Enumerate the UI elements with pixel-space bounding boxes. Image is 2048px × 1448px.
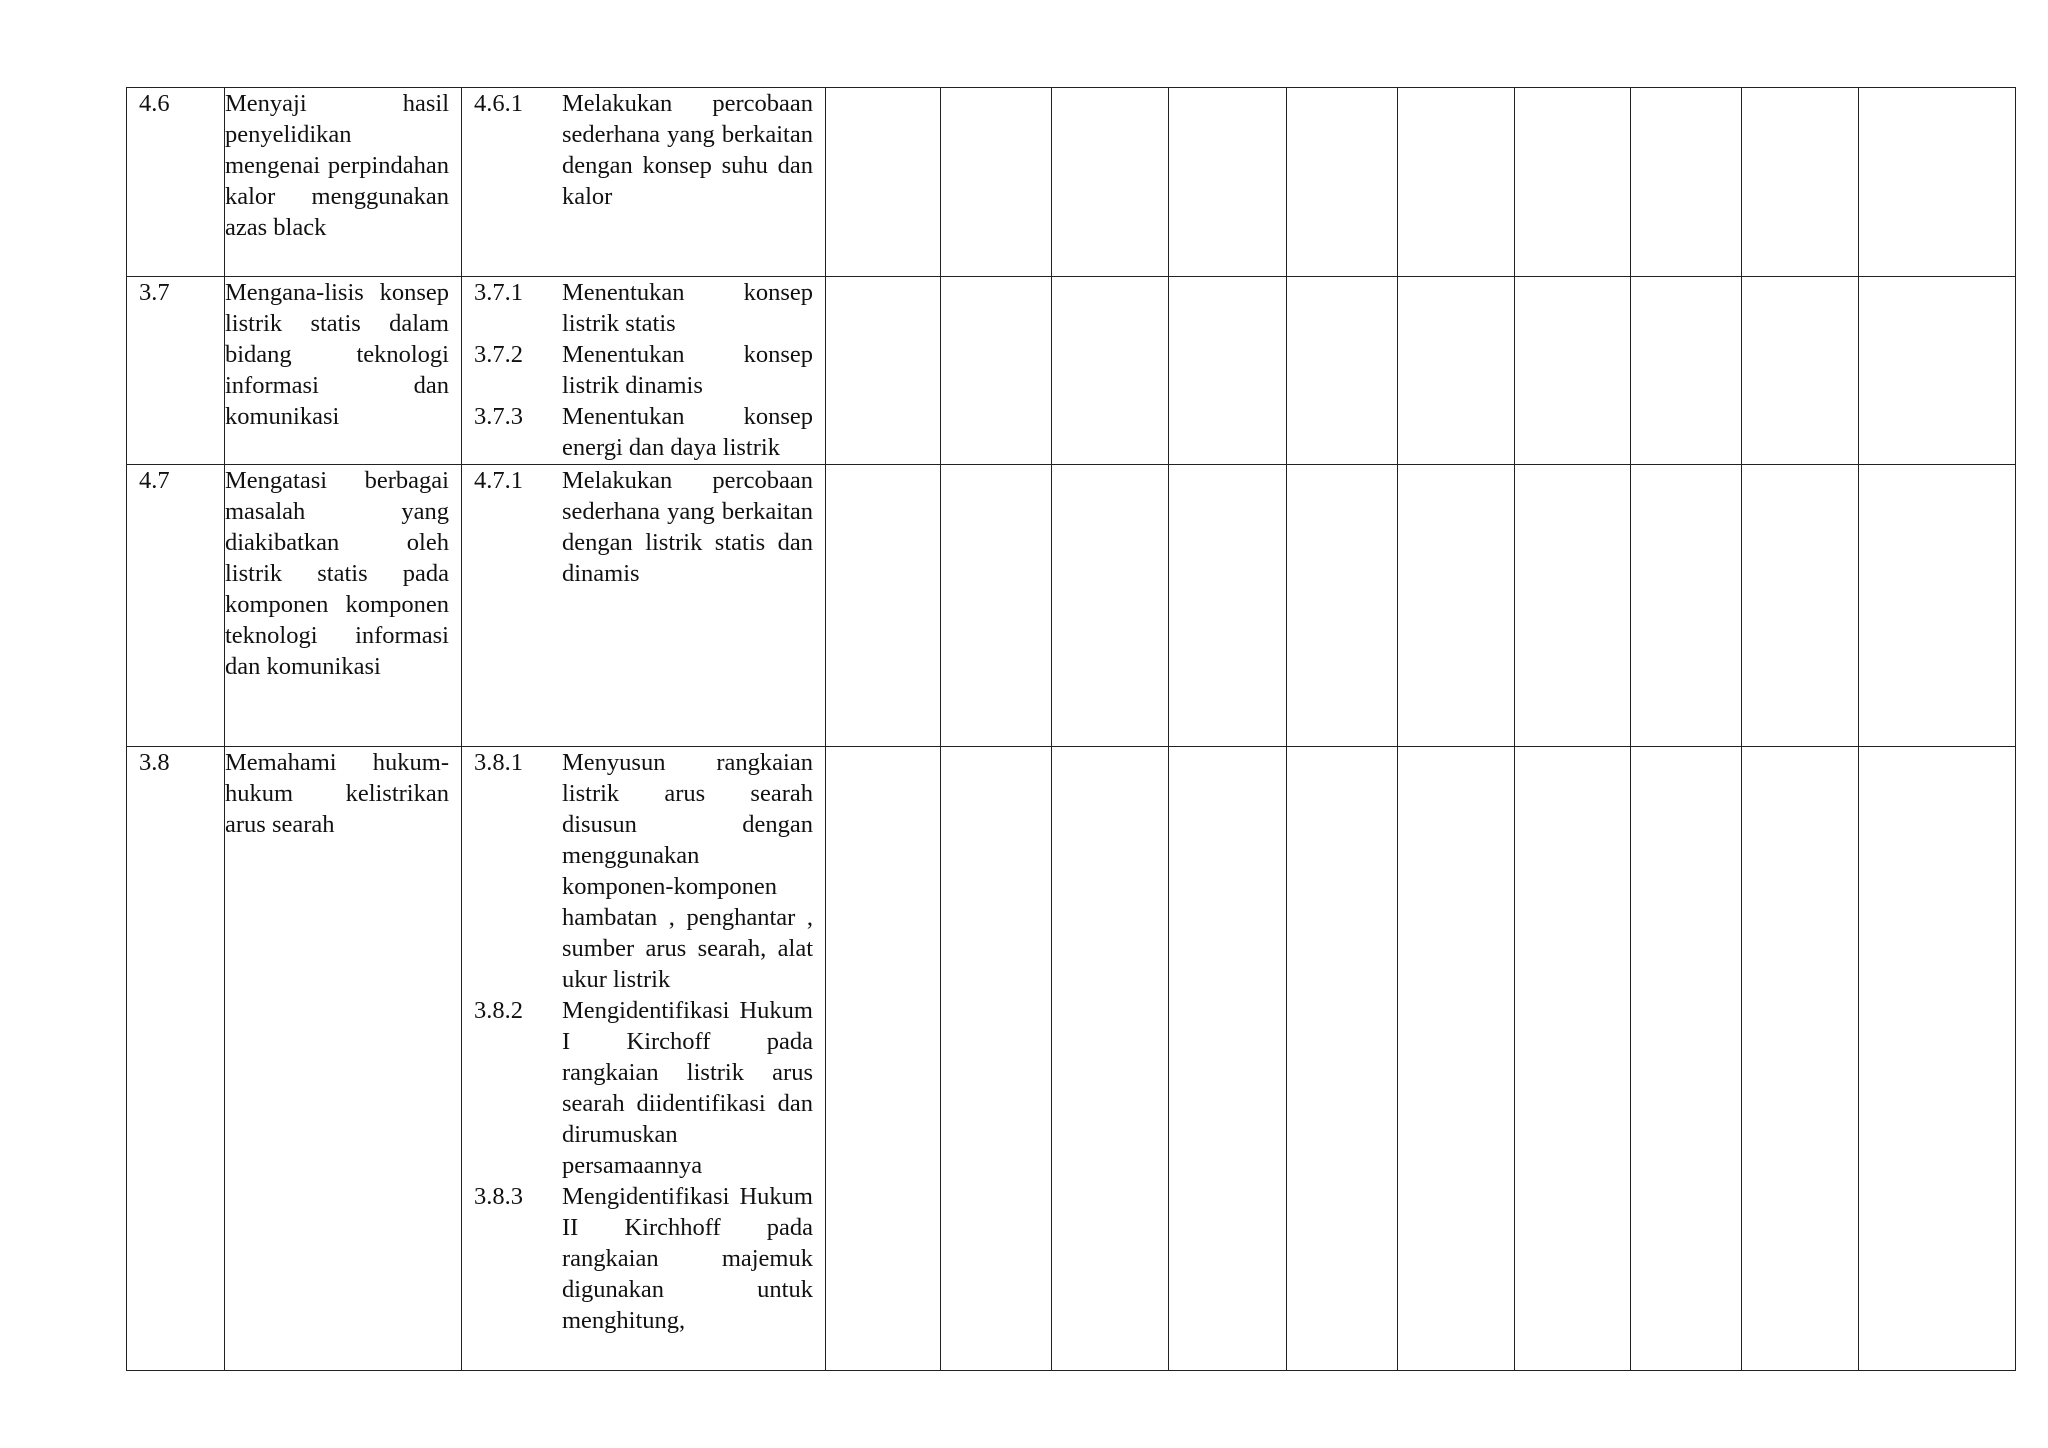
empty-cell — [826, 277, 941, 465]
kd-text: Mengana-lisis konsep listrik statis dalam bidang teknologi informasi dan komunikasi — [225, 277, 462, 465]
indicator-text: Menentukan konsep listrik dinamis — [562, 341, 813, 399]
empty-cell — [1859, 88, 2016, 277]
kd-number: 4.7 — [127, 465, 225, 747]
empty-cell — [1859, 465, 2016, 747]
empty-cell — [826, 465, 941, 747]
empty-cell — [1631, 747, 1742, 1371]
indicator-item — [474, 995, 813, 1181]
empty-cell — [1631, 465, 1742, 747]
empty-cell — [941, 747, 1052, 1371]
empty-cell — [826, 747, 941, 1371]
indicator-item — [474, 401, 813, 463]
indicator-cell — [462, 747, 826, 1371]
empty-cell — [941, 277, 1052, 465]
table-row — [127, 747, 2016, 1371]
indicator-text: Mengidentifikasi Hukum I Kirchoff pada rangkaian listrik arus searah diidentifikasi dan dirumuskan persamaannya — [562, 997, 813, 1179]
table-row — [127, 88, 2016, 277]
kd-text: Menyaji hasil penyelidikan mengenai perpindahan kalor menggunakan azas black — [225, 88, 462, 277]
empty-cell — [826, 88, 941, 277]
empty-cell — [1052, 88, 1169, 277]
empty-cell — [1398, 88, 1515, 277]
table-row — [127, 465, 2016, 747]
empty-cell — [1398, 465, 1515, 747]
indicator-item — [474, 747, 813, 995]
empty-cell — [941, 88, 1052, 277]
indicator-text: Menentukan konsep listrik statis — [562, 279, 813, 337]
empty-cell — [1169, 88, 1287, 277]
empty-cell — [1742, 277, 1859, 465]
indicator-item — [474, 339, 813, 401]
empty-cell — [1631, 88, 1742, 277]
kd-number: 3.8 — [127, 747, 225, 1371]
indicator-cell — [462, 465, 826, 747]
indicator-text: Melakukan percobaan sederhana yang berkaitan dengan listrik statis dan dinamis — [562, 467, 813, 587]
indicator-number: 3.7.1 — [474, 279, 523, 306]
empty-cell — [1515, 88, 1631, 277]
empty-cell — [1859, 747, 2016, 1371]
indicator-item — [474, 277, 813, 339]
kd-text: Memahami hukum-hukum kelistrikan arus searah — [225, 747, 462, 1371]
indicator-number: 4.6.1 — [474, 90, 523, 117]
indicator-item — [474, 465, 813, 589]
kd-text: Mengatasi berbagai masalah yang diakibatkan oleh listrik statis pada komponen komponen teknologi informasi dan komunikasi — [225, 465, 462, 747]
indicator-text: Melakukan percobaan sederhana yang berkaitan dengan konsep suhu dan kalor — [562, 90, 813, 210]
empty-cell — [1515, 465, 1631, 747]
empty-cell — [1742, 465, 1859, 747]
indicator-number: 3.8.3 — [474, 1183, 523, 1210]
indicator-text: Menentukan konsep energi dan daya listrik — [562, 403, 813, 461]
indicator-number: 3.7.2 — [474, 341, 523, 368]
empty-cell — [1742, 88, 1859, 277]
empty-cell — [1052, 277, 1169, 465]
empty-cell — [1169, 747, 1287, 1371]
empty-cell — [1052, 465, 1169, 747]
indicator-cell — [462, 88, 826, 277]
empty-cell — [1859, 277, 2016, 465]
empty-cell — [1631, 277, 1742, 465]
indicator-text: Mengidentifikasi Hukum II Kirchhoff pada rangkaian majemuk digunakan untuk menghitung, — [562, 1183, 813, 1334]
empty-cell — [1052, 747, 1169, 1371]
kd-number: 4.6 — [127, 88, 225, 277]
indicator-cell — [462, 277, 826, 465]
indicator-number: 3.8.2 — [474, 997, 523, 1024]
indicator-item — [474, 1181, 813, 1336]
empty-cell — [1742, 747, 1859, 1371]
indicator-item — [474, 88, 813, 212]
kd-number: 3.7 — [127, 277, 225, 465]
indicator-number: 4.7.1 — [474, 467, 523, 494]
empty-cell — [1515, 277, 1631, 465]
indicator-number: 3.7.3 — [474, 403, 523, 430]
empty-cell — [1287, 465, 1398, 747]
table-row — [127, 277, 2016, 465]
empty-cell — [1169, 277, 1287, 465]
empty-cell — [1287, 88, 1398, 277]
competency-table — [126, 87, 2016, 1371]
empty-cell — [1287, 277, 1398, 465]
empty-cell — [1515, 747, 1631, 1371]
empty-cell — [1287, 747, 1398, 1371]
indicator-text: Menyusun rangkaian listrik arus searah disusun dengan menggunakan komponen-komponen hambatan , penghantar , sumber arus searah, alat ukur listrik — [562, 749, 813, 993]
empty-cell — [1398, 277, 1515, 465]
indicator-number: 3.8.1 — [474, 749, 523, 776]
empty-cell — [1398, 747, 1515, 1371]
empty-cell — [941, 465, 1052, 747]
empty-cell — [1169, 465, 1287, 747]
